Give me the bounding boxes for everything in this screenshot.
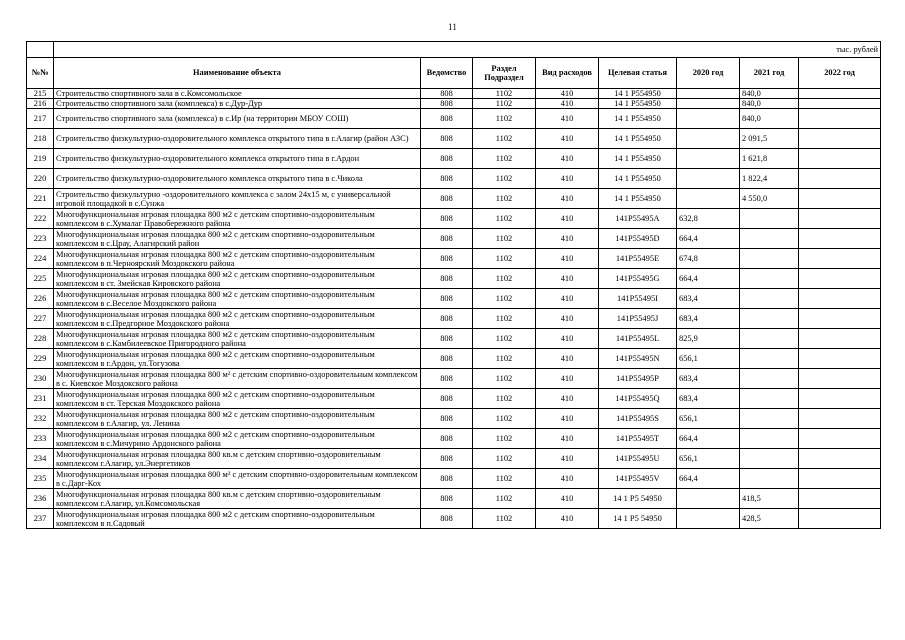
row-num: 227 [27,309,54,329]
row-num: 225 [27,269,54,289]
section-code: 1102 [473,389,536,409]
amount-2022 [799,509,881,529]
amount-2022 [799,349,881,369]
expense-type: 410 [536,449,599,469]
amount-2020: 683,4 [677,289,740,309]
row-num: 215 [27,89,54,99]
amount-2021 [740,469,799,489]
section-code: 1102 [473,469,536,489]
object-name: Многофункциональная игровая площадка 800 м2 с детским спортивно-оздоровительным комплексом в г.Алагир, ул. Ленина [54,409,421,429]
expense-type: 410 [536,409,599,429]
target-article: 141P55495T [599,429,677,449]
object-name: Строительство физкультурно-оздоровительного комплекса открытого типа в г.Ардон [54,149,421,169]
section-code: 1102 [473,89,536,99]
amount-2020: 683,4 [677,369,740,389]
amount-2020: 683,4 [677,389,740,409]
target-article: 141P55495J [599,309,677,329]
table-row [27,449,881,469]
amount-2020 [677,189,740,209]
amount-2022 [799,169,881,189]
amount-2020 [677,129,740,149]
amount-2021 [740,349,799,369]
amount-2021 [740,229,799,249]
header-num: №№ [27,58,54,89]
object-name: Многофункциональная игровая площадка 800 м2 с детским спортивно-оздоровительным комплексом в г.Ардон, ул.Тогузова [54,349,421,369]
amount-2021: 840,0 [740,109,799,129]
object-name: Многофункциональная игровая площадка 800 м2 с детским спортивно-оздоровительным комплексом в п.Садовый [54,509,421,529]
target-article: 141P55495L [599,329,677,349]
amount-2021: 428,5 [740,509,799,529]
amount-2021 [740,329,799,349]
amount-2020: 683,4 [677,309,740,329]
header-target: Целевая статья [599,58,677,89]
dept-code: 808 [421,429,473,449]
row-num: 233 [27,429,54,449]
object-name: Многофункциональная игровая площадка 800 м2 с детским спортивно-оздоровительным комплексом в ст. Змейская Кировского района [54,269,421,289]
units-blank-cell [27,42,54,58]
header-2022: 2022 год [799,58,881,89]
header-2021: 2021 год [740,58,799,89]
table-row [27,489,881,509]
amount-2021 [740,289,799,309]
amount-2022 [799,329,881,349]
amount-2022 [799,369,881,389]
target-article: 14 1 P554950 [599,109,677,129]
amount-2021 [740,429,799,449]
amount-2020: 825,9 [677,329,740,349]
expense-type: 410 [536,349,599,369]
header-dept: Ведомство [421,58,473,89]
table-row [27,89,881,99]
object-name: Строительство физкультурно -оздоровительного комплекса с залом 24х15 м, с универсальной игровой площадкой в с.Сунжа [54,189,421,209]
table-row [27,369,881,389]
expense-type: 410 [536,469,599,489]
table-row [27,149,881,169]
section-code: 1102 [473,289,536,309]
table-row [27,469,881,489]
target-article: 14 1 P554950 [599,99,677,109]
table-row [27,349,881,369]
target-article: 141P55495E [599,249,677,269]
table-row [27,229,881,249]
amount-2021 [740,309,799,329]
expense-type: 410 [536,129,599,149]
section-code: 1102 [473,249,536,269]
target-article: 14 1 P554950 [599,189,677,209]
target-article: 14 1 P5 54950 [599,509,677,529]
amount-2020: 656,1 [677,349,740,369]
table-row [27,509,881,529]
section-code: 1102 [473,189,536,209]
amount-2022 [799,109,881,129]
row-num: 229 [27,349,54,369]
row-num: 222 [27,209,54,229]
dept-code: 808 [421,209,473,229]
amount-2021 [740,409,799,429]
table-row [27,209,881,229]
section-code: 1102 [473,429,536,449]
target-article: 141P55495U [599,449,677,469]
expense-type: 410 [536,209,599,229]
amount-2021: 840,0 [740,99,799,109]
expense-type: 410 [536,429,599,449]
dept-code: 808 [421,229,473,249]
amount-2020 [677,509,740,529]
amount-2020: 674,8 [677,249,740,269]
target-article: 14 1 P554950 [599,169,677,189]
units-row [27,42,881,58]
dept-code: 808 [421,149,473,169]
dept-code: 808 [421,269,473,289]
section-code: 1102 [473,269,536,289]
target-article: 141P55495N [599,349,677,369]
amount-2021: 840,0 [740,89,799,99]
table-row [27,429,881,449]
amount-2021 [740,269,799,289]
target-article: 141P55495A [599,209,677,229]
row-num: 217 [27,109,54,129]
row-num: 234 [27,449,54,469]
table-row [27,409,881,429]
section-code: 1102 [473,129,536,149]
expense-type: 410 [536,489,599,509]
budget-table [26,41,881,529]
amount-2021: 418,5 [740,489,799,509]
row-num: 221 [27,189,54,209]
header-name: Наименование объекта [54,58,421,89]
expense-type: 410 [536,149,599,169]
target-article: 14 1 P554950 [599,129,677,149]
amount-2021 [740,249,799,269]
section-code: 1102 [473,149,536,169]
amount-2021 [740,449,799,469]
dept-code: 808 [421,289,473,309]
object-name: Многофункциональная игровая площадка 800 м2 с детским спортивно-оздоровительным комплексом в с.Камбилеевское Пригородного района [54,329,421,349]
expense-type: 410 [536,289,599,309]
amount-2022 [799,309,881,329]
amount-2022 [799,209,881,229]
object-name: Многофункциональная игровая площадка 800 кв.м с детским спортивно-оздоровительным комплексом г.Алагир, ул.Энергетиков [54,449,421,469]
row-num: 216 [27,99,54,109]
row-num: 232 [27,409,54,429]
table-row [27,389,881,409]
amount-2021: 1 822,4 [740,169,799,189]
dept-code: 808 [421,129,473,149]
object-name: Строительство спортивного зала (комплекса) в с.Ир (на территории МБОУ СОШ) [54,109,421,129]
section-code: 1102 [473,309,536,329]
expense-type: 410 [536,329,599,349]
target-article: 141P55495I [599,289,677,309]
target-article: 141P55495G [599,269,677,289]
dept-code: 808 [421,329,473,349]
amount-2022 [799,469,881,489]
object-name: Многофункциональная игровая площадка 800 кв.м с детским спортивно-оздоровительным комплексом г.Алагир, ул.Комсомольская [54,489,421,509]
header-expense-type: Вид расходов [536,58,599,89]
object-name: Строительство физкультурно-оздоровительного комплекса открытого типа в с.Чикола [54,169,421,189]
amount-2022 [799,429,881,449]
amount-2020 [677,89,740,99]
object-name: Многофункциональная игровая площадка 800 м2 с детским спортивно-оздоровительным комплексом в ст. Терская Моздокского района [54,389,421,409]
amount-2022 [799,289,881,309]
target-article: 14 1 P554950 [599,89,677,99]
amount-2020 [677,169,740,189]
amount-2021 [740,389,799,409]
amount-2020: 656,1 [677,409,740,429]
header-row [27,58,881,89]
table-row [27,189,881,209]
expense-type: 410 [536,309,599,329]
dept-code: 808 [421,469,473,489]
page-number: 11 [448,22,457,32]
row-num: 223 [27,229,54,249]
dept-code: 808 [421,349,473,369]
target-article: 14 1 P5 54950 [599,489,677,509]
expense-type: 410 [536,249,599,269]
dept-code: 808 [421,169,473,189]
section-code: 1102 [473,349,536,369]
amount-2022 [799,269,881,289]
table-row [27,269,881,289]
expense-type: 410 [536,369,599,389]
amount-2021 [740,209,799,229]
amount-2022 [799,449,881,469]
amount-2022 [799,489,881,509]
dept-code: 808 [421,489,473,509]
target-article: 141P55495Q [599,389,677,409]
object-name: Многофункциональная игровая площадка 800 м² с детским спортивно-оздоровительным комплексом в с. Киевское Моздокского района [54,369,421,389]
dept-code: 808 [421,389,473,409]
dept-code: 808 [421,109,473,129]
section-code: 1102 [473,449,536,469]
section-code: 1102 [473,169,536,189]
amount-2020 [677,149,740,169]
amount-2020: 632,8 [677,209,740,229]
section-code: 1102 [473,369,536,389]
row-num: 231 [27,389,54,409]
expense-type: 410 [536,509,599,529]
expense-type: 410 [536,229,599,249]
section-code: 1102 [473,409,536,429]
amount-2022 [799,409,881,429]
table-row [27,289,881,309]
table-row [27,329,881,349]
row-num: 220 [27,169,54,189]
section-code: 1102 [473,329,536,349]
target-article: 141P55495V [599,469,677,489]
amount-2021: 2 091,5 [740,129,799,149]
row-num: 219 [27,149,54,169]
table-row [27,169,881,189]
amount-2020: 664,4 [677,269,740,289]
section-code: 1102 [473,109,536,129]
dept-code: 808 [421,99,473,109]
section-code: 1102 [473,99,536,109]
object-name: Строительство спортивного зала (комплекса) в с.Дур-Дур [54,99,421,109]
dept-code: 808 [421,449,473,469]
section-code: 1102 [473,229,536,249]
expense-type: 410 [536,389,599,409]
row-num: 235 [27,469,54,489]
dept-code: 808 [421,309,473,329]
row-num: 218 [27,129,54,149]
expense-type: 410 [536,189,599,209]
dept-code: 808 [421,369,473,389]
amount-2022 [799,389,881,409]
amount-2021: 4 550,0 [740,189,799,209]
expense-type: 410 [536,109,599,129]
object-name: Многофункциональная игровая площадка 800 м2 с детским спортивно-оздоровительным комплексом в п.Черноярский Моздокского района [54,249,421,269]
section-code: 1102 [473,489,536,509]
amount-2021 [740,369,799,389]
units-label: тыс. рублей [54,42,881,58]
expense-type: 410 [536,169,599,189]
row-num: 230 [27,369,54,389]
target-article: 141P55495D [599,229,677,249]
row-num: 224 [27,249,54,269]
object-name: Многофункциональная игровая площадка 800 м2 с детским спортивно-оздоровительным комплексом в с.Мичурино Ардонского района [54,429,421,449]
object-name: Многофункциональная игровая площадка 800 м2 с детским спортивно-оздоровительным комплексом в с.Хумалаг Правобережного района [54,209,421,229]
table-row [27,309,881,329]
amount-2022 [799,229,881,249]
header-section: Раздел Подраздел [473,58,536,89]
amount-2020 [677,489,740,509]
amount-2022 [799,99,881,109]
row-num: 237 [27,509,54,529]
object-name: Строительство спортивного зала в с.Комсомольское [54,89,421,99]
amount-2020 [677,109,740,129]
section-code: 1102 [473,509,536,529]
amount-2020 [677,99,740,109]
expense-type: 410 [536,89,599,99]
amount-2022 [799,129,881,149]
amount-2022 [799,149,881,169]
table-body [27,89,881,529]
amount-2021: 1 621,8 [740,149,799,169]
table-row [27,99,881,109]
section-code: 1102 [473,209,536,229]
dept-code: 808 [421,89,473,99]
object-name: Многофункциональная игровая площадка 800 м2 с детским спортивно-оздоровительным комплексом в с.Предгорное Моздокского района [54,309,421,329]
dept-code: 808 [421,409,473,429]
dept-code: 808 [421,189,473,209]
amount-2020: 664,4 [677,229,740,249]
amount-2022 [799,249,881,269]
dept-code: 808 [421,249,473,269]
expense-type: 410 [536,269,599,289]
table-row [27,129,881,149]
object-name: Многофункциональная игровая площадка 800 м² с детским спортивно-оздоровительным комплексом в с.Дарг-Кох [54,469,421,489]
header-2020: 2020 год [677,58,740,89]
amount-2022 [799,189,881,209]
amount-2022 [799,89,881,99]
amount-2020: 664,4 [677,469,740,489]
amount-2020: 656,1 [677,449,740,469]
object-name: Многофункциональная игровая площадка 800 м2 с детским спортивно-оздоровительным комплексом в с.Црау, Алагирский район [54,229,421,249]
object-name: Многофункциональная игровая площадка 800 м2 с детским спортивно-оздоровительным комплексом в с.Веселое Моздокского района [54,289,421,309]
object-name: Строительство физкультурно-оздоровительного комплекса открытого типа в г.Алагир (район АЗС) [54,129,421,149]
row-num: 236 [27,489,54,509]
row-num: 226 [27,289,54,309]
table-row [27,249,881,269]
target-article: 14 1 P554950 [599,149,677,169]
target-article: 141P55495P [599,369,677,389]
expense-type: 410 [536,99,599,109]
amount-2020: 664,4 [677,429,740,449]
table-row [27,109,881,129]
target-article: 141P55495S [599,409,677,429]
dept-code: 808 [421,509,473,529]
row-num: 228 [27,329,54,349]
